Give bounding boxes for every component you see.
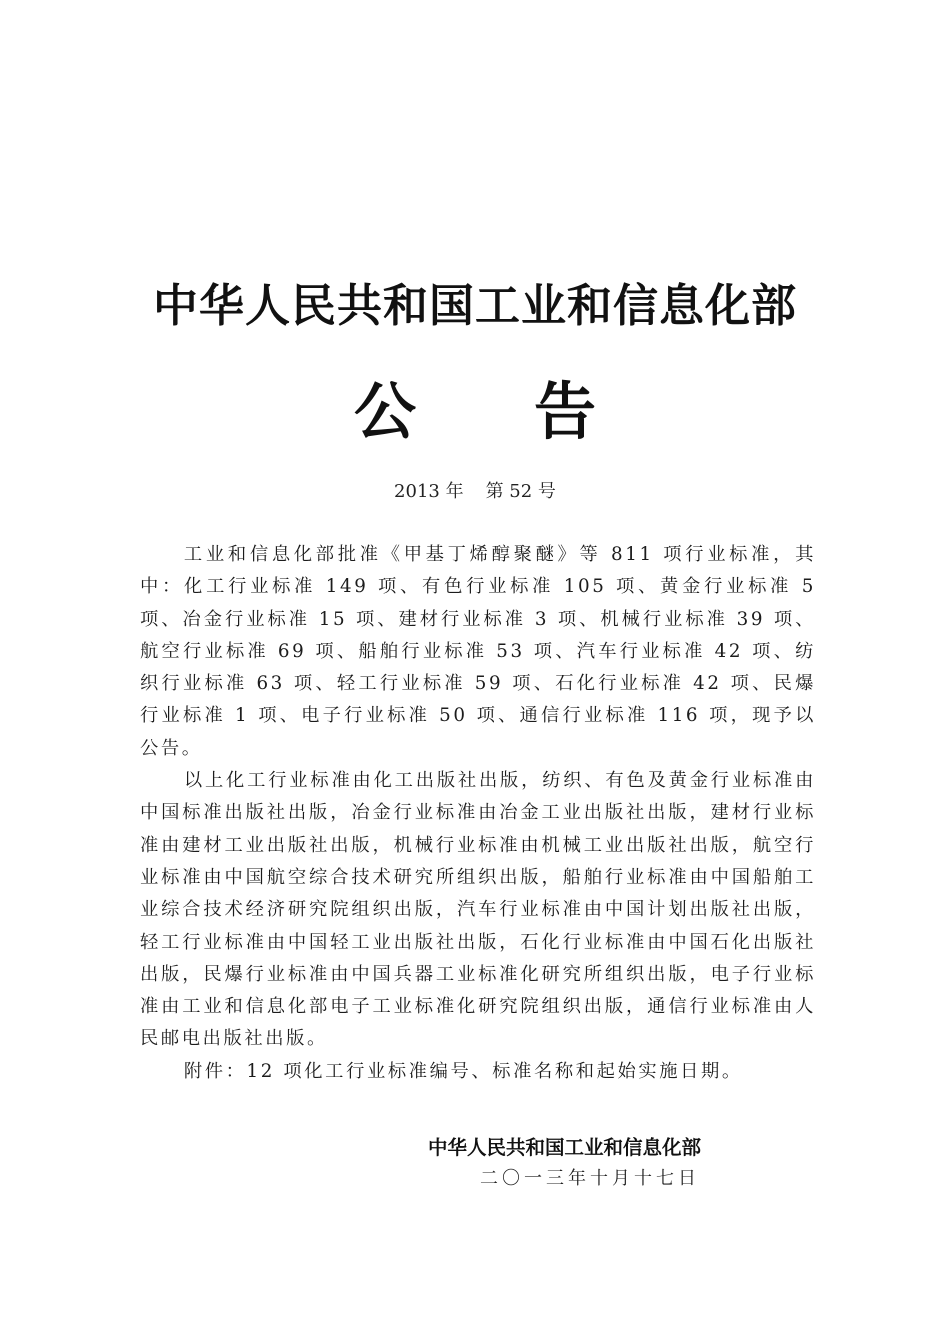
issue-date: 二〇一三年十月十七日 <box>480 1168 700 1189</box>
notice-title <box>0 372 950 452</box>
notice-body <box>140 539 816 1088</box>
notice-title-char-gong: 公 <box>353 375 416 448</box>
notice-title-char-gao: 告 <box>534 375 597 448</box>
body-paragraph-1: 工业和信息化部批准《甲基丁烯醇聚醚》等 811 项行业标准，其中：化工行业标准 149 项、有色行业标准 105 项、黄金行业标准 5 项、冶金行业标准 15 项、建材行业标准 3 项、机械行业标准 39 项、航空行业标准 69 项、船舶行业标准 53 项、汽车行业标准 42 项、纺织行业标准 63 项、轻工行业标准 59 项、石化行业标准 42 项、民爆行业标准 1 项、电子行业标准 50 项、通信行业标准 116 项，现予以公告。 <box>140 544 816 759</box>
ministry-title: 中华人民共和国工业和信息化部 <box>152 279 797 332</box>
issue-year: 2013 年 <box>394 481 464 502</box>
body-paragraph-3: 附件：12 项化工行业标准编号、标准名称和起始实施日期。 <box>183 1060 743 1082</box>
signature: 中华人民共和国工业和信息化部 <box>428 1136 702 1159</box>
issue-number <box>0 478 950 506</box>
body-paragraph-2: 以上化工行业标准由化工出版社出版，纺织、有色及黄金行业标准由中国标准出版社出版，冶金行业标准由冶金工业出版社出版，建材行业标准由建材工业出版社出版，机械行业标准由机械工业出版社出版，航空行业标准由中国航空综合技术研究所组织出版，船舶行业标准由中国船舶工业综合技术经济研究院组织出版，汽车行业标准由中国计划出版社出版，轻工行业标准由中国轻工业出版社出版，石化行业标准由中国石化出版社出版，民爆行业标准由中国兵器工业标准化研究所组织出版，电子行业标准由工业和信息化部电子工业标准化研究院组织出版，通信行业标准由人民邮电出版社出版。 <box>140 770 816 1050</box>
issue-no: 第 52 号 <box>485 481 556 502</box>
